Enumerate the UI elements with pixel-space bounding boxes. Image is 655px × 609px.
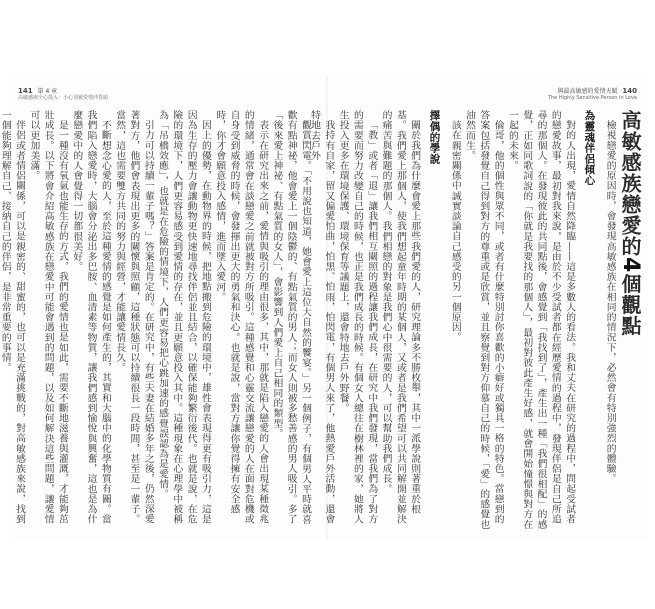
paragraph: 對的人出現，愛情自然降臨——這是多數人的看法。我和丈夫在研究的過程中，問起受試者的戀愛故事，最初對我來說，是由於不少受試者都在經歷愛情的過程中，發現伴侶是自己所追尋的那個人。在發現彼此的共同點後，會感覺到「我找到了」，產生出一種「我們很相配」的感覺，正如同歌詞說的「你就是我要找的那個人」，最初對彼此產生好感，就會開始憧憬與對方在一起的未來。 xyxy=(506,110,576,530)
chapter-title-number: 4 xyxy=(618,257,643,274)
paragraph: 我持有自家，留又偏愛怕曲，怕黑、怕雨，怕閃電，有個男人來了，他熱愛戶外活動，還會特地去戶外 xyxy=(309,110,335,524)
paragraph: 伴侶或者情侶關係，可以是親密的、甜蜜的，也可以是充滿挑戰的，對高敏感族來說，找到一個能夠理解自己、接納自己的伴侶，是非常重要的事情。 xyxy=(0,110,26,524)
paragraph: 觀賞閃電。「不用說也知道，她會愛上這位大自然的饗宴。」另一個例子，有個男人平時就喜歡有點神祕，他會愛上一個陰鬱的、有點氣質的男人；而女人則被多愁善感的男人吸引。多了「後來愛上神祕、有點氣質的女人」，會影響到人們愛上自己相同的類型。 xyxy=(271,110,311,525)
paragraph: 倫哥，他的個性與眾不同，或者有什麼特別討你喜歡的小癖好或獨具一格的特色。當戀到的答案包括發覺自己得到對方的尊重或是欣賞，並且察覺到對方仰慕自己的時候，「愛」的感覺也油然而生。 xyxy=(464,110,504,530)
right-sub-running-head: The Highly Sensitive Person in Love xyxy=(547,95,637,101)
chapter-title-post: 個觀點 xyxy=(618,273,642,337)
paragraph: 「教」或者「退」讓我們相互關照的過程讓我們成長，在研究中我們發現，當我們為了對方的需要而努力改變自己的時候，也正是我們成長的時候。有個女人總往在樹林裡的家，她將人生投入更多在環境保護、環境保育等議題上，還會特地去戶外野餐。 xyxy=(337,110,378,525)
paragraph: 關於我們為什麼會愛上那些我們愛的人，研究理論多不勝枚舉，其中一派學說則著重於根基。我們愛上那個人，使我們想起童年時期的某個人，又或者是我們希望可以共同解開並解決的痛苦與難題的那個人。我們相戀的對象是我們心中很需要的人，可以幫助我們成長。 xyxy=(380,110,421,525)
paragraph: 表示在研究出來之前，愛情與吸引的理由很多，其中，那就是陷入戀愛的人會出現某種徵兆的情緒，通常會在談戀愛之前就被對方所吸引。這種感覺和心靈交流讓戀愛的人在面對危機或自身受到威脅的時候，會發揮出更大的勇氣和決心。也就是說，當對方讓你覺得擁有安全感時，你才會願意投入感情，進而墜入愛河。 xyxy=(214,110,269,525)
paragraph: 是一種沒有氧氣也能生存的方式，我們的愛情也是如此，需要不斷地滋養與灌溉，才能夠茁壯成長。以下將會介紹高敏感族在戀愛中可能會遇到的問題，以及如何解決這些問題，讓愛情可以更加美滿。 xyxy=(28,110,68,525)
paragraph: 不斷想念心愛的人，至於這種愛情的感覺是如何產生的，其實和大腦中的化學物質有關。當我們陷入戀愛時，大腦會分泌出多巴胺、血清素等物質，讓我們感到愉悅與興奮，這也是為什麼戀愛中的人會覺得一切都很美好。 xyxy=(71,110,111,525)
paragraph: 該在親密關係中誠實談論自己感受的另一個原因。 xyxy=(449,119,461,342)
chapter-title-pre: 高敏感族戀愛的 xyxy=(618,110,642,257)
section-head-mate-theory: 擇偶的學說 xyxy=(428,110,441,164)
right-running-head: 與最高敏感的愛情天賦 xyxy=(557,88,618,95)
left-chapter-label: 第 4 章 xyxy=(37,88,58,95)
chapter-title xyxy=(618,110,643,530)
right-page-header xyxy=(548,88,637,102)
left-page-body xyxy=(0,110,312,530)
paragraph: 引力可以持續一輩子嗎？」答案是肯定的。在研究中，有些夫妻在結婚多年之後，仍然深愛著對方，他們會表現出更多的關懷與照顧，這種狀態可以持續很長一段時間，甚至是一輩子。當然，這也需要雙方共同的努力與經營，才能讓愛情長久。 xyxy=(114,110,154,525)
left-page-header xyxy=(18,88,108,102)
left-page-number: 141 xyxy=(18,87,33,95)
chapter-subtitle: 檢視戀愛的原因時，會發現高敏感族在相同的情況下，必然會有特別強烈的體驗。 xyxy=(604,119,616,484)
right-page-number: 140 xyxy=(622,87,637,95)
paragraph: 因上的優勢，在動物界的時候，把地點搬到危險的環境中，雄性會表現得更有吸引力，這是因為生存的壓力會讓動物更快速地尋找伴侶並且結合，以確保能夠繁衍後代。也就是說，在危險的環境下，人們更容易感受到愛情的存在，並且更願意投入其中。這種現象在心理學中被稱為「吊橋效應」，也就是在危險的情境下，人們更容易把心跳加速的感覺誤認為是愛情。 xyxy=(157,110,211,525)
left-running-head: 高敏感與全心投入：小心別被愛情沖昏頭 xyxy=(18,95,109,101)
right-page-body xyxy=(309,110,643,530)
section-head-soulmate: 為靈魂伴侶傾心 xyxy=(583,110,596,186)
